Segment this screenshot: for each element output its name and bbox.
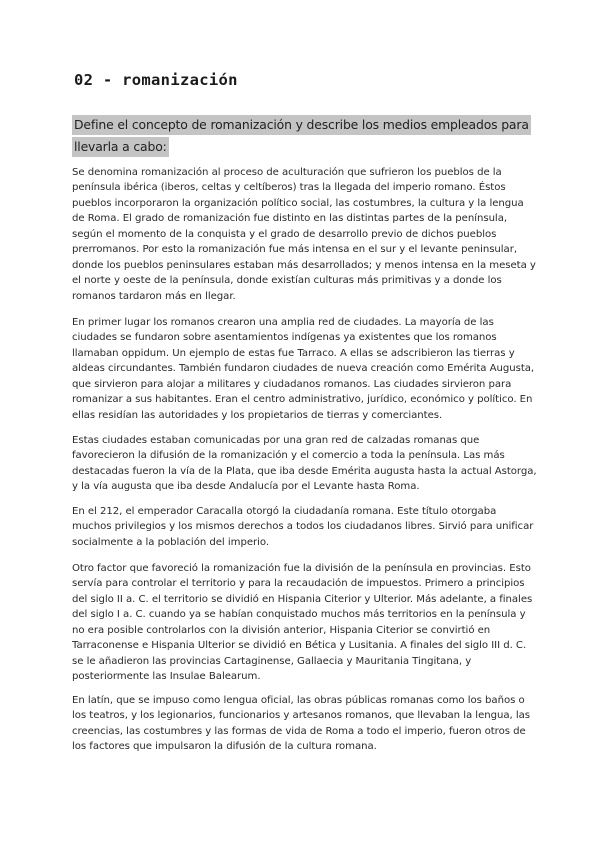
paragraph-line: servía para controlar el territorio y para la recaudación de impuestos. Primero a principios (72, 578, 525, 590)
question-heading (72, 114, 532, 158)
paragraph-line: romanos tardaron más en llegar. (72, 290, 236, 302)
paragraph-line: que sirvieron para alojar a militares y ciudadanos romanos. Las ciudades sirvieron para (72, 378, 512, 390)
paragraph-latin (72, 693, 532, 755)
paragraph-line: En primer lugar los romanos crearon una amplia red de ciudades. La mayoría de las (72, 317, 494, 328)
paragraph-line: no era posible controlarlos con la división anterior, Hispania Citerior se convirtió en (72, 624, 491, 636)
paragraph-line: península ibérica (iberos, celtas y celtíberos) tras la llegada del imperio romano. Éstos (72, 182, 506, 194)
paragraph-line: Otro factor que favoreció la romanización fue la división de la península en provincias. Esto (72, 563, 531, 574)
paragraph-line: del siglo II a. C. el territorio se dividió en Hispania Citerior y Ulterior. Más adelante, a finales (72, 593, 533, 605)
paragraph-line: muchos privilegios y los mismos derechos a todos los ciudadanos libres. Sirvió para unificar (72, 521, 534, 533)
paragraph-provinces (72, 561, 532, 685)
paragraph-line: el norte y oeste de la península, donde existían culturas más primitivas y a donde los (72, 275, 502, 287)
paragraph-cities (72, 315, 535, 423)
paragraph-line: favorecieron la difusión de la romanización y el comercio a toda la península. Las más (72, 450, 505, 462)
paragraph-line: pueblos incorporaron la organización político social, las costumbres, la cultura y la lengua (72, 197, 524, 209)
paragraph-line: prerromanos. Por esto la romanización fue más intensa en el sur y el levante peninsular, (72, 244, 517, 256)
paragraph-line: creencias, las costumbres y las formas de vida de Roma a todo el imperio, fueron otros de (72, 725, 526, 737)
paragraph-line: romanizar a sus habitantes. Eran el centro administrativo, jurídico, económico y político. En (72, 394, 533, 406)
paragraph-line: Se denomina romanización al proceso de aculturación que sufrieron los pueblos de la (72, 167, 502, 178)
paragraph-line: aldeas circundantes. También fundaron ciudades de nueva creación como Emérita Augusta, (72, 363, 535, 375)
paragraph-line: llamaban oppidum. Un ejemplo de estas fue Tarraco. A ellas se adscribieron las tierras y (72, 347, 515, 359)
paragraph-line: y la vía augusta que iba desde Andalucía por el Levante hasta Roma. (72, 481, 420, 493)
paragraph-line: En el 212, el emperador Caracalla otorgó la ciudadanía romana. Este título otorgaba (72, 506, 497, 517)
paragraph-line: del siglo I a. C. cuando ya se habían conquistado muchos más territorios en la península y (72, 609, 526, 621)
paragraph-line: socialmente a la población del imperio. (72, 536, 270, 548)
paragraph-citizenship (72, 504, 532, 550)
paragraph-line: Estas ciudades estaban comunicadas por una gran red de calzadas romanas que (72, 435, 480, 446)
paragraph-line: los teatros, y los legionarios, funcionarios y artesanos romanos, que llevaban la lengua, las (72, 710, 530, 722)
paragraph-line: posteriormente las Insulae Balearum. (72, 671, 261, 683)
paragraph-line: ciudades se fundaron sobre asentamientos indígenas ya existentes que los romanos (72, 332, 497, 344)
paragraph-line: se le añadieron las provincias Cartaginense, Gallaecia y Mauritania Tingitana, y (72, 655, 472, 667)
paragraph-line: según el momento de la conquista y el grado de desarrollo previo de dichos pueblos (72, 228, 497, 240)
paragraph-roads (72, 433, 537, 495)
paragraph-line: ellas residían las autoridades y los propietarios de tierras y comerciantes. (72, 409, 443, 421)
paragraph-line: destacadas fueron la vía de la Plata, que iba desde Emérita augusta hasta la actual Astorga, (72, 465, 537, 477)
question-highlight: Define el concepto de romanización y describe los medios empleados para llevarla a cabo: (72, 115, 531, 157)
paragraph-line: de Roma. El grado de romanización fue distinto en las distintas partes de la península, (72, 213, 508, 225)
paragraph-line: los factores que impulsaron la difusión de la cultura romana. (72, 741, 377, 753)
paragraph-romanization-definition (72, 165, 536, 304)
paragraph-line: En latín, que se impuso como lengua oficial, las obras públicas romanas como los baños o (72, 695, 525, 706)
document-title: 02 - romanización (74, 71, 238, 89)
paragraph-line: Tarraconense e Hispania Ulterior se dividió en Bética y Lusitania. A finales del siglo III d. C. (72, 640, 527, 652)
paragraph-line: donde los pueblos peninsulares estaban más desarrollados; y menos intensa en la meseta y (72, 259, 536, 271)
